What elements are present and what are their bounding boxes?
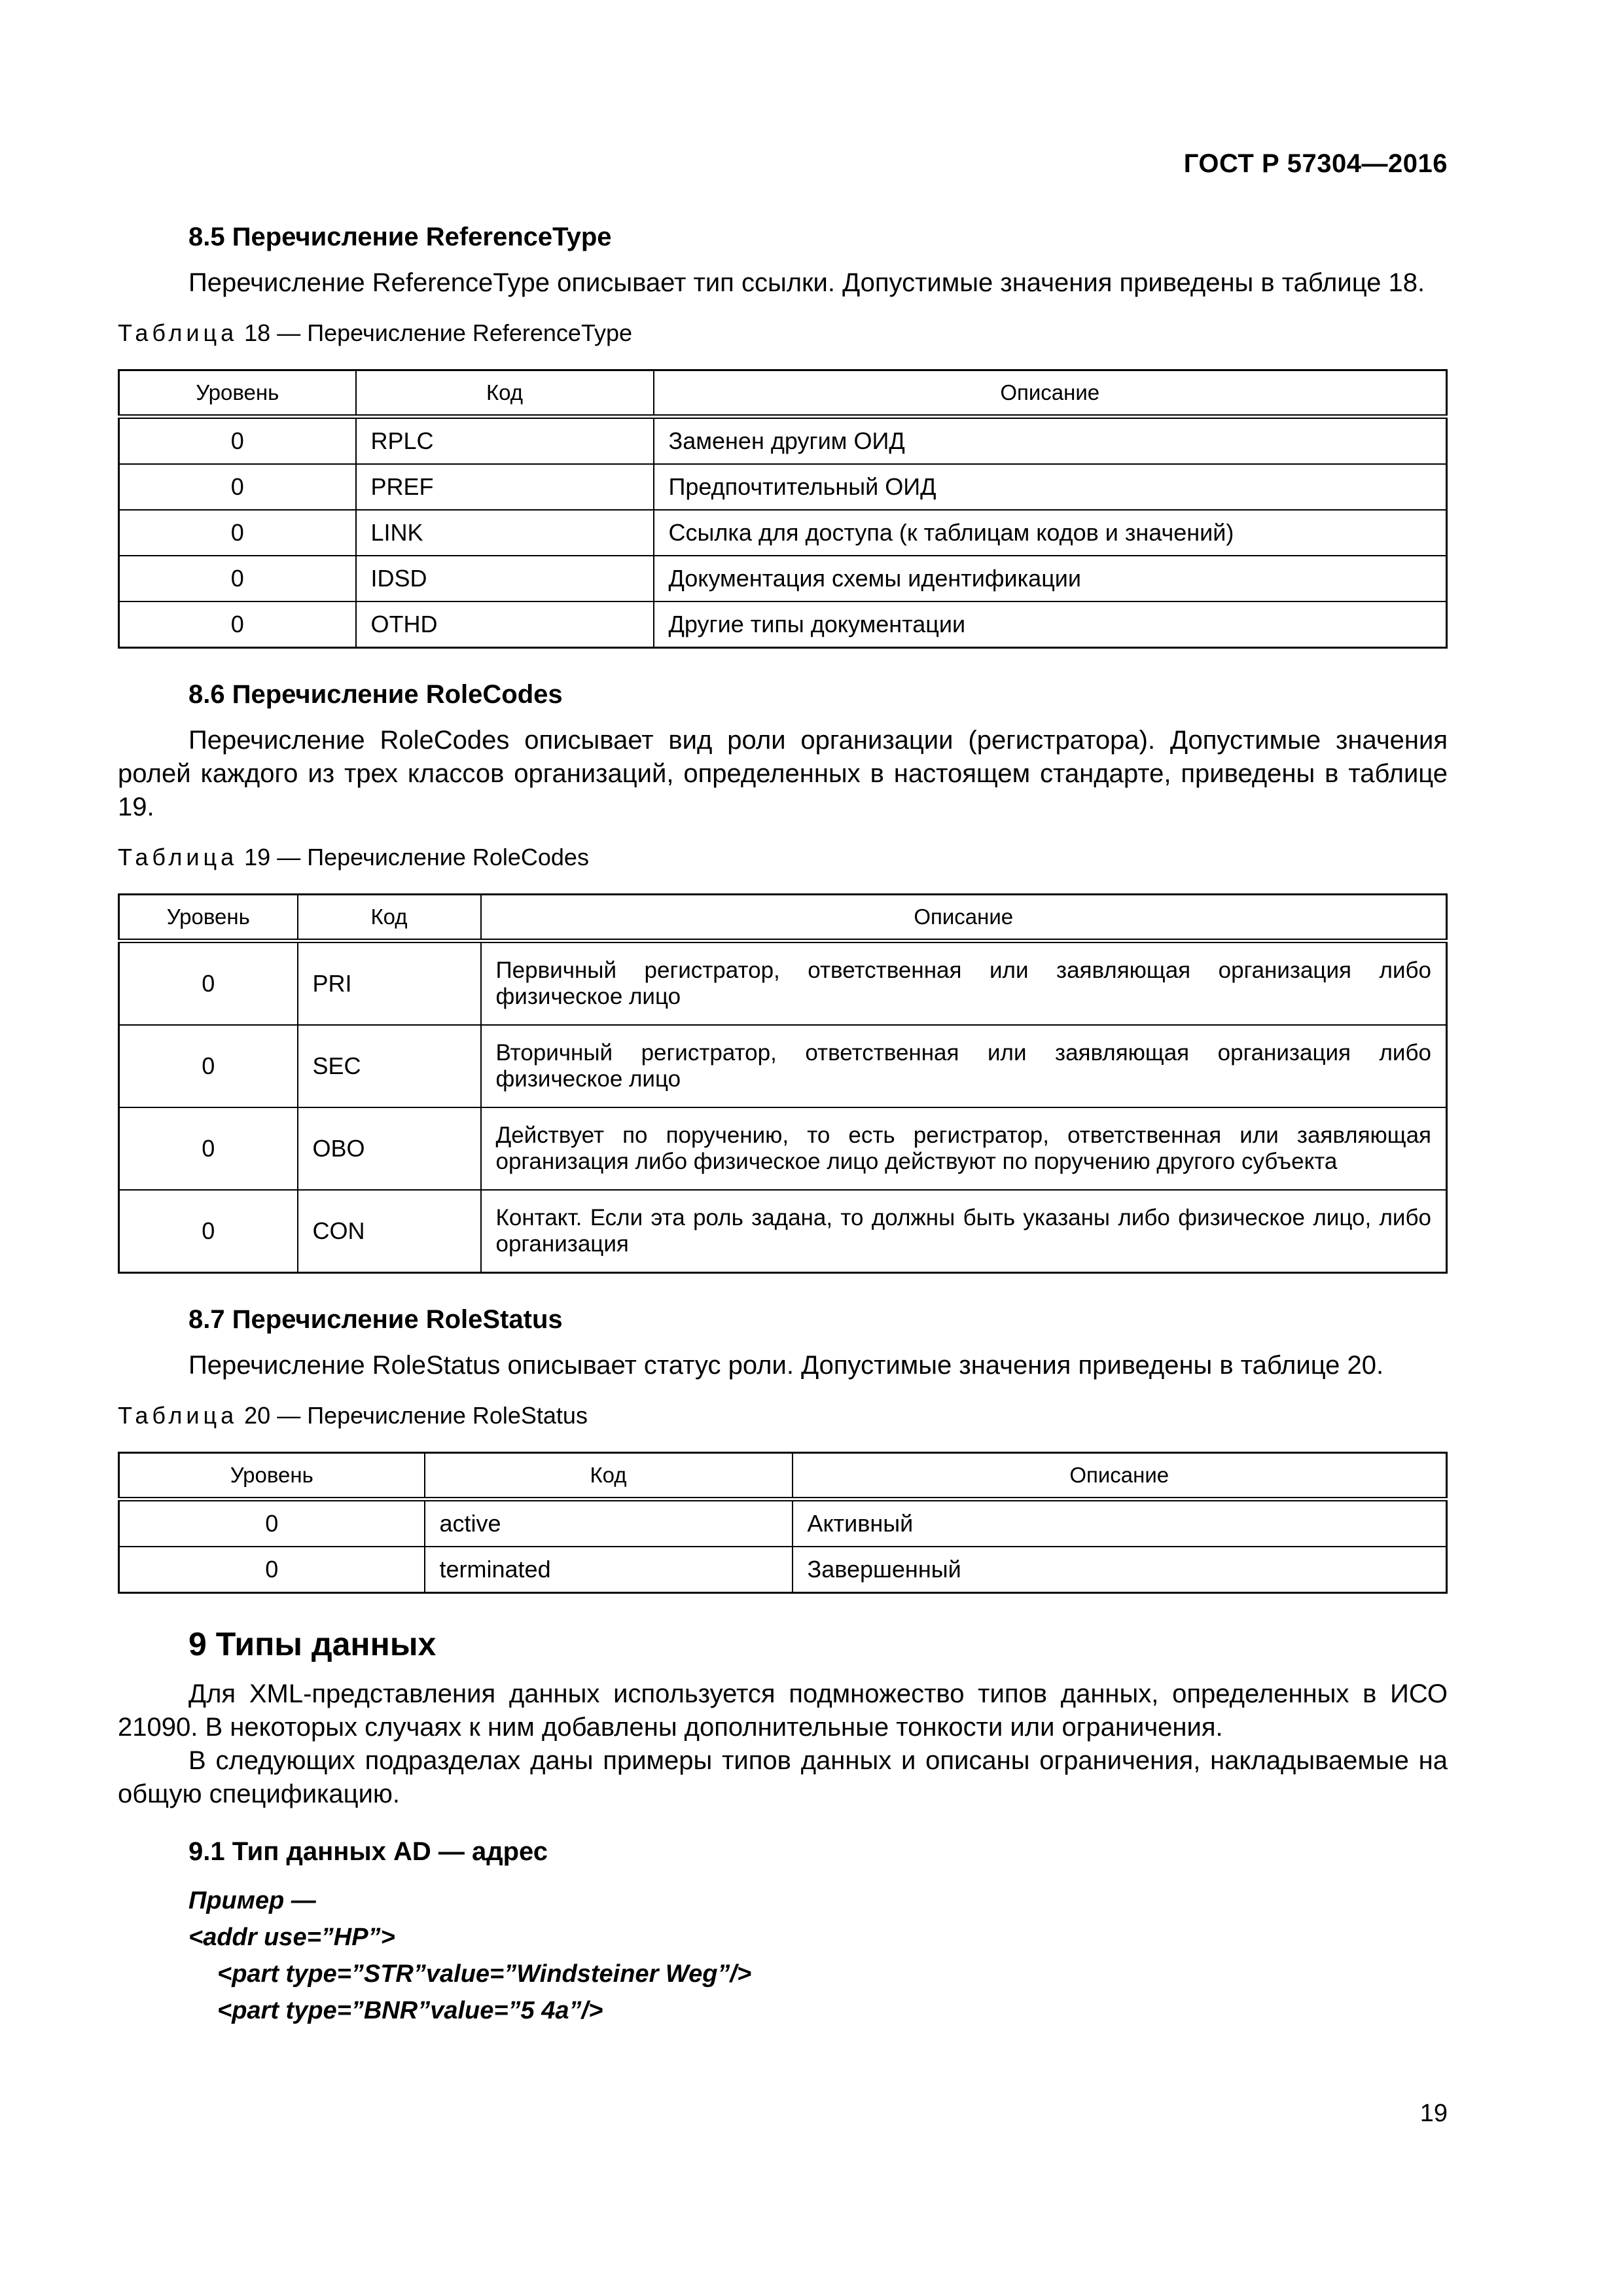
- caption-word: Таблица: [118, 319, 238, 346]
- cell-code: OBO: [298, 1107, 481, 1190]
- cell-code: IDSD: [356, 556, 654, 601]
- section-8-5-text: Перечисление ReferenceType описывает тип ссылки. Допустимые значения приведены в таблице 18.: [188, 268, 1425, 297]
- page-content: [118, 223, 1448, 2029]
- cell-level: 0: [119, 1025, 298, 1107]
- cell-description: Завершенный: [793, 1547, 1447, 1593]
- table-row: [119, 1547, 1447, 1593]
- table-18-caption: [118, 319, 1448, 347]
- table-row: [119, 417, 1447, 465]
- table-20: [118, 1452, 1448, 1594]
- table-row: [119, 510, 1447, 556]
- table-18: [118, 369, 1448, 649]
- caption-title: 18 — Перечисление ReferenceType: [238, 319, 632, 346]
- table-row: [119, 941, 1447, 1026]
- caption-title: 19 — Перечисление RoleCodes: [238, 844, 589, 870]
- cell-description: Документация схемы идентификации: [654, 556, 1447, 601]
- cell-level: 0: [119, 417, 356, 465]
- section-9-heading: 9 Типы данных: [188, 1626, 437, 1662]
- table-header-row: [119, 370, 1447, 417]
- cell-code: PREF: [356, 464, 654, 510]
- table-row: [119, 601, 1447, 648]
- table-header-row: [119, 895, 1447, 941]
- table-20-caption: [118, 1402, 1448, 1429]
- section-8-5-heading: 8.5 Перечисление ReferenceType: [188, 223, 612, 251]
- caption-word: Таблица: [118, 1402, 238, 1429]
- standard-designation: ГОСТ Р 57304—2016: [1183, 149, 1448, 178]
- cell-level: 0: [119, 1547, 425, 1593]
- table-row: [119, 1499, 1447, 1547]
- cell-code: PRI: [298, 941, 481, 1026]
- section-9-1-heading: 9.1 Тип данных AD — адрес: [188, 1837, 548, 1866]
- cell-description: Другие типы документации: [654, 601, 1447, 648]
- col-header-level: Уровень: [119, 895, 298, 941]
- cell-description: Ссылка для доступа (к таблицам кодов и значений): [654, 510, 1447, 556]
- col-header-code: Код: [425, 1453, 793, 1499]
- example-line: <part type=”BNR”value=”5 4a”/>: [217, 1997, 603, 2024]
- example-label: Пример —: [188, 1887, 316, 1914]
- table-row: [119, 1025, 1447, 1107]
- table-header-row: [119, 1453, 1447, 1499]
- table-19-caption: [118, 844, 1448, 871]
- cell-level: 0: [119, 464, 356, 510]
- cell-description: Активный: [793, 1499, 1447, 1547]
- cell-code: LINK: [356, 510, 654, 556]
- cell-code: CON: [298, 1190, 481, 1273]
- cell-code: SEC: [298, 1025, 481, 1107]
- cell-level: 0: [119, 1107, 298, 1190]
- section-8-7-text: Перечисление RoleStatus описывает статус роли. Допустимые значения приведены в таблице 20.: [188, 1351, 1384, 1380]
- cell-level: 0: [119, 1190, 298, 1273]
- cell-description: Действует по поручению, то есть регистратор, ответственная или заявляющая организация либо физическое лицо действуют по поручению другого субъекта: [481, 1107, 1447, 1190]
- cell-level: 0: [119, 510, 356, 556]
- section-9-text-1: Для XML-представления данных используется подмножество типов данных, определенных в ИСО 21090. В некоторых случаях к ним добавлены дополнительные тонкости или ограничения.: [118, 1679, 1448, 1742]
- cell-code: RPLC: [356, 417, 654, 465]
- cell-level: 0: [119, 941, 298, 1026]
- section-8-6-text: Перечисление RoleCodes описывает вид роли организации (регистратора). Допустимые значения ролей каждого из трех классов организаций, определенных в настоящем стандарте, приведены в таблице 19.: [118, 726, 1448, 821]
- col-header-level: Уровень: [119, 370, 356, 417]
- table-row: [119, 1190, 1447, 1273]
- cell-code: OTHD: [356, 601, 654, 648]
- col-header-description: Описание: [654, 370, 1447, 417]
- code-example: [118, 1882, 1448, 2029]
- cell-level: 0: [119, 556, 356, 601]
- col-header-description: Описание: [793, 1453, 1447, 1499]
- cell-description: Первичный регистратор, ответственная или заявляющая организация либо физическое лицо: [481, 941, 1447, 1026]
- cell-description: Заменен другим ОИД: [654, 417, 1447, 465]
- table-row: [119, 1107, 1447, 1190]
- cell-description: Вторичный регистратор, ответственная или заявляющая организация либо физическое лицо: [481, 1025, 1447, 1107]
- caption-word: Таблица: [118, 844, 238, 870]
- col-header-code: Код: [298, 895, 481, 941]
- table-row: [119, 464, 1447, 510]
- cell-description: Предпочтительный ОИД: [654, 464, 1447, 510]
- example-line: <addr use=”HP”>: [188, 1924, 395, 1951]
- table-19: [118, 893, 1448, 1274]
- section-8-6-heading: 8.6 Перечисление RoleCodes: [188, 680, 563, 709]
- caption-title: 20 — Перечисление RoleStatus: [238, 1402, 588, 1429]
- col-header-code: Код: [356, 370, 654, 417]
- example-line: <part type=”STR”value=”Windsteiner Weg”/>: [217, 1960, 752, 1988]
- cell-code: terminated: [425, 1547, 793, 1593]
- cell-description: Контакт. Если эта роль задана, то должны быть указаны либо физическое лицо, либо организация: [481, 1190, 1447, 1273]
- table-row: [119, 556, 1447, 601]
- cell-level: 0: [119, 1499, 425, 1547]
- cell-code: active: [425, 1499, 793, 1547]
- section-9-text-2: В следующих подразделах даны примеры типов данных и описаны ограничения, накладываемые на общую спецификацию.: [118, 1746, 1448, 1808]
- col-header-level: Уровень: [119, 1453, 425, 1499]
- cell-level: 0: [119, 601, 356, 648]
- section-8-7-heading: 8.7 Перечисление RoleStatus: [188, 1305, 563, 1334]
- page-number: 19: [1419, 2100, 1448, 2127]
- col-header-description: Описание: [481, 895, 1447, 941]
